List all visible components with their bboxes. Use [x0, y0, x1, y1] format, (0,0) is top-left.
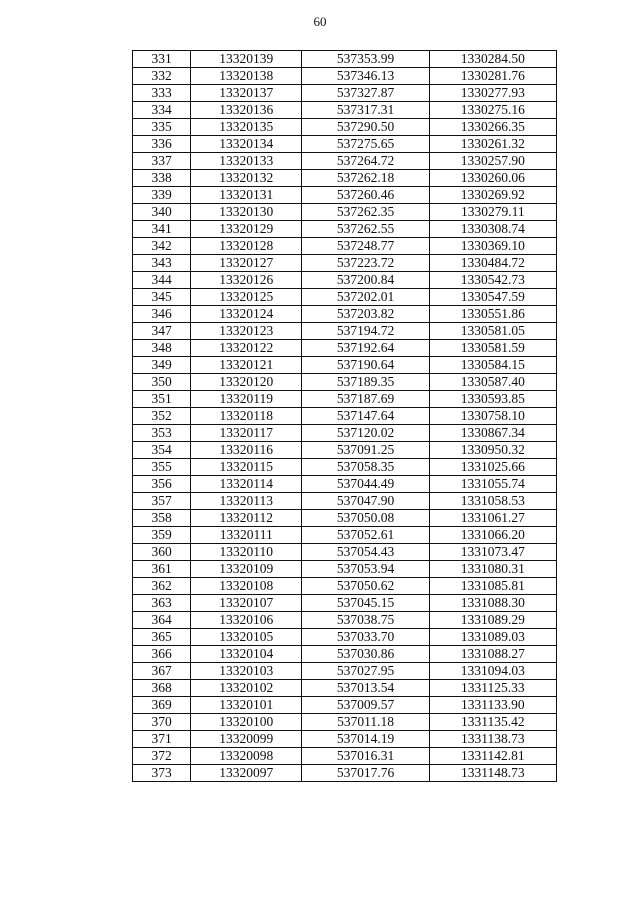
table-row	[133, 153, 557, 170]
table-row	[133, 85, 557, 102]
point-number-cell: 369	[133, 697, 191, 714]
table-row	[133, 442, 557, 459]
table-row	[133, 629, 557, 646]
y-coordinate-cell: 1330484.72	[429, 255, 556, 272]
x-coordinate-cell: 537223.72	[302, 255, 429, 272]
y-coordinate-cell: 1330542.73	[429, 272, 556, 289]
y-coordinate-cell: 1330369.10	[429, 238, 556, 255]
y-coordinate-cell: 1331025.66	[429, 459, 556, 476]
point-id-cell: 13320138	[191, 68, 302, 85]
y-coordinate-cell: 1330758.10	[429, 408, 556, 425]
point-number-cell: 353	[133, 425, 191, 442]
x-coordinate-cell: 537045.15	[302, 595, 429, 612]
point-number-cell: 344	[133, 272, 191, 289]
x-coordinate-cell: 537050.08	[302, 510, 429, 527]
table-row	[133, 544, 557, 561]
point-id-cell: 13320112	[191, 510, 302, 527]
y-coordinate-cell: 1331085.81	[429, 578, 556, 595]
point-id-cell: 13320099	[191, 731, 302, 748]
table-row	[133, 408, 557, 425]
x-coordinate-cell: 537011.18	[302, 714, 429, 731]
point-id-cell: 13320115	[191, 459, 302, 476]
table-row	[133, 595, 557, 612]
point-number-cell: 367	[133, 663, 191, 680]
y-coordinate-cell: 1330284.50	[429, 51, 556, 68]
x-coordinate-cell: 537009.57	[302, 697, 429, 714]
point-id-cell: 13320106	[191, 612, 302, 629]
table-row	[133, 374, 557, 391]
point-id-cell: 13320124	[191, 306, 302, 323]
point-id-cell: 13320114	[191, 476, 302, 493]
y-coordinate-cell: 1330581.05	[429, 323, 556, 340]
point-number-cell: 362	[133, 578, 191, 595]
y-coordinate-cell: 1331089.29	[429, 612, 556, 629]
point-id-cell: 13320117	[191, 425, 302, 442]
x-coordinate-cell: 537202.01	[302, 289, 429, 306]
x-coordinate-cell: 537353.99	[302, 51, 429, 68]
x-coordinate-cell: 537016.31	[302, 748, 429, 765]
y-coordinate-cell: 1331088.30	[429, 595, 556, 612]
point-number-cell: 370	[133, 714, 191, 731]
x-coordinate-cell: 537047.90	[302, 493, 429, 510]
point-number-cell: 372	[133, 748, 191, 765]
table-row	[133, 425, 557, 442]
x-coordinate-cell: 537091.25	[302, 442, 429, 459]
point-id-cell: 13320136	[191, 102, 302, 119]
x-coordinate-cell: 537260.46	[302, 187, 429, 204]
coordinates-table	[132, 50, 557, 782]
point-id-cell: 13320126	[191, 272, 302, 289]
table-row	[133, 68, 557, 85]
point-id-cell: 13320116	[191, 442, 302, 459]
point-number-cell: 333	[133, 85, 191, 102]
y-coordinate-cell: 1331135.42	[429, 714, 556, 731]
point-id-cell: 13320135	[191, 119, 302, 136]
x-coordinate-cell: 537275.65	[302, 136, 429, 153]
x-coordinate-cell: 537120.02	[302, 425, 429, 442]
table-row	[133, 663, 557, 680]
table-row	[133, 765, 557, 782]
y-coordinate-cell: 1330261.32	[429, 136, 556, 153]
point-number-cell: 334	[133, 102, 191, 119]
y-coordinate-cell: 1330266.35	[429, 119, 556, 136]
x-coordinate-cell: 537290.50	[302, 119, 429, 136]
x-coordinate-cell: 537346.13	[302, 68, 429, 85]
table-row	[133, 357, 557, 374]
point-number-cell: 339	[133, 187, 191, 204]
x-coordinate-cell: 537058.35	[302, 459, 429, 476]
y-coordinate-cell: 1331089.03	[429, 629, 556, 646]
table-row	[133, 459, 557, 476]
point-id-cell: 13320122	[191, 340, 302, 357]
point-id-cell: 13320133	[191, 153, 302, 170]
point-id-cell: 13320134	[191, 136, 302, 153]
point-number-cell: 364	[133, 612, 191, 629]
point-id-cell: 13320118	[191, 408, 302, 425]
table-row	[133, 646, 557, 663]
y-coordinate-cell: 1331055.74	[429, 476, 556, 493]
point-number-cell: 342	[133, 238, 191, 255]
table-row	[133, 493, 557, 510]
x-coordinate-cell: 537017.76	[302, 765, 429, 782]
table-row	[133, 476, 557, 493]
point-number-cell: 373	[133, 765, 191, 782]
x-coordinate-cell: 537033.70	[302, 629, 429, 646]
y-coordinate-cell: 1330257.90	[429, 153, 556, 170]
x-coordinate-cell: 537187.69	[302, 391, 429, 408]
point-id-cell: 13320111	[191, 527, 302, 544]
y-coordinate-cell: 1331138.73	[429, 731, 556, 748]
point-id-cell: 13320127	[191, 255, 302, 272]
y-coordinate-cell: 1330587.40	[429, 374, 556, 391]
point-number-cell: 358	[133, 510, 191, 527]
x-coordinate-cell: 537027.95	[302, 663, 429, 680]
x-coordinate-cell: 537052.61	[302, 527, 429, 544]
point-id-cell: 13320110	[191, 544, 302, 561]
point-id-cell: 13320113	[191, 493, 302, 510]
x-coordinate-cell: 537013.54	[302, 680, 429, 697]
x-coordinate-cell: 537030.86	[302, 646, 429, 663]
table-row	[133, 102, 557, 119]
x-coordinate-cell: 537262.35	[302, 204, 429, 221]
table-row	[133, 697, 557, 714]
point-number-cell: 359	[133, 527, 191, 544]
table-row	[133, 391, 557, 408]
table-row	[133, 170, 557, 187]
point-number-cell: 340	[133, 204, 191, 221]
x-coordinate-cell: 537262.18	[302, 170, 429, 187]
point-id-cell: 13320103	[191, 663, 302, 680]
point-number-cell: 371	[133, 731, 191, 748]
x-coordinate-cell: 537262.55	[302, 221, 429, 238]
point-number-cell: 351	[133, 391, 191, 408]
y-coordinate-cell: 1330581.59	[429, 340, 556, 357]
point-id-cell: 13320102	[191, 680, 302, 697]
point-number-cell: 336	[133, 136, 191, 153]
point-id-cell: 13320109	[191, 561, 302, 578]
table-row	[133, 306, 557, 323]
point-id-cell: 13320131	[191, 187, 302, 204]
y-coordinate-cell: 1330281.76	[429, 68, 556, 85]
table-row	[133, 578, 557, 595]
point-number-cell: 356	[133, 476, 191, 493]
x-coordinate-cell: 537192.64	[302, 340, 429, 357]
y-coordinate-cell: 1330277.93	[429, 85, 556, 102]
point-id-cell: 13320100	[191, 714, 302, 731]
point-number-cell: 335	[133, 119, 191, 136]
point-id-cell: 13320137	[191, 85, 302, 102]
table-row	[133, 680, 557, 697]
point-id-cell: 13320128	[191, 238, 302, 255]
y-coordinate-cell: 1331080.31	[429, 561, 556, 578]
x-coordinate-cell: 537203.82	[302, 306, 429, 323]
table-row	[133, 187, 557, 204]
table-row	[133, 561, 557, 578]
x-coordinate-cell: 537053.94	[302, 561, 429, 578]
point-number-cell: 346	[133, 306, 191, 323]
point-id-cell: 13320132	[191, 170, 302, 187]
y-coordinate-cell: 1331148.73	[429, 765, 556, 782]
y-coordinate-cell: 1330308.74	[429, 221, 556, 238]
table-row	[133, 238, 557, 255]
table-row	[133, 221, 557, 238]
x-coordinate-cell: 537044.49	[302, 476, 429, 493]
x-coordinate-cell: 537194.72	[302, 323, 429, 340]
point-id-cell: 13320107	[191, 595, 302, 612]
y-coordinate-cell: 1331066.20	[429, 527, 556, 544]
x-coordinate-cell: 537038.75	[302, 612, 429, 629]
x-coordinate-cell: 537050.62	[302, 578, 429, 595]
y-coordinate-cell: 1330584.15	[429, 357, 556, 374]
table-row	[133, 289, 557, 306]
table-row	[133, 731, 557, 748]
y-coordinate-cell: 1330547.59	[429, 289, 556, 306]
point-id-cell: 13320129	[191, 221, 302, 238]
point-id-cell: 13320104	[191, 646, 302, 663]
point-number-cell: 348	[133, 340, 191, 357]
point-number-cell: 338	[133, 170, 191, 187]
point-id-cell: 13320125	[191, 289, 302, 306]
point-number-cell: 366	[133, 646, 191, 663]
point-number-cell: 361	[133, 561, 191, 578]
x-coordinate-cell: 537200.84	[302, 272, 429, 289]
x-coordinate-cell: 537264.72	[302, 153, 429, 170]
point-number-cell: 365	[133, 629, 191, 646]
point-number-cell: 368	[133, 680, 191, 697]
point-id-cell: 13320130	[191, 204, 302, 221]
x-coordinate-cell: 537014.19	[302, 731, 429, 748]
y-coordinate-cell: 1330260.06	[429, 170, 556, 187]
y-coordinate-cell: 1330593.85	[429, 391, 556, 408]
x-coordinate-cell: 537147.64	[302, 408, 429, 425]
y-coordinate-cell: 1331133.90	[429, 697, 556, 714]
point-number-cell: 349	[133, 357, 191, 374]
point-id-cell: 13320119	[191, 391, 302, 408]
table-row	[133, 748, 557, 765]
point-number-cell: 357	[133, 493, 191, 510]
table-row	[133, 510, 557, 527]
y-coordinate-cell: 1330867.34	[429, 425, 556, 442]
point-number-cell: 337	[133, 153, 191, 170]
table-row	[133, 255, 557, 272]
table-row	[133, 204, 557, 221]
x-coordinate-cell: 537248.77	[302, 238, 429, 255]
point-id-cell: 13320108	[191, 578, 302, 595]
x-coordinate-cell: 537190.64	[302, 357, 429, 374]
point-number-cell: 354	[133, 442, 191, 459]
x-coordinate-cell: 537317.31	[302, 102, 429, 119]
point-id-cell: 13320139	[191, 51, 302, 68]
table-row	[133, 272, 557, 289]
table-row	[133, 612, 557, 629]
coordinates-table-body	[133, 51, 557, 782]
point-number-cell: 343	[133, 255, 191, 272]
point-number-cell: 331	[133, 51, 191, 68]
y-coordinate-cell: 1330275.16	[429, 102, 556, 119]
y-coordinate-cell: 1331142.81	[429, 748, 556, 765]
point-number-cell: 347	[133, 323, 191, 340]
table-row	[133, 527, 557, 544]
table-row	[133, 119, 557, 136]
point-number-cell: 332	[133, 68, 191, 85]
table-row	[133, 340, 557, 357]
point-number-cell: 341	[133, 221, 191, 238]
point-number-cell: 360	[133, 544, 191, 561]
point-id-cell: 13320121	[191, 357, 302, 374]
table-row	[133, 323, 557, 340]
y-coordinate-cell: 1330269.92	[429, 187, 556, 204]
point-number-cell: 345	[133, 289, 191, 306]
point-id-cell: 13320097	[191, 765, 302, 782]
point-number-cell: 352	[133, 408, 191, 425]
point-id-cell: 13320123	[191, 323, 302, 340]
x-coordinate-cell: 537054.43	[302, 544, 429, 561]
y-coordinate-cell: 1330279.11	[429, 204, 556, 221]
point-id-cell: 13320120	[191, 374, 302, 391]
point-id-cell: 13320098	[191, 748, 302, 765]
table-row	[133, 136, 557, 153]
y-coordinate-cell: 1331073.47	[429, 544, 556, 561]
y-coordinate-cell: 1331088.27	[429, 646, 556, 663]
point-number-cell: 363	[133, 595, 191, 612]
y-coordinate-cell: 1330551.86	[429, 306, 556, 323]
table-row	[133, 714, 557, 731]
x-coordinate-cell: 537189.35	[302, 374, 429, 391]
y-coordinate-cell: 1331125.33	[429, 680, 556, 697]
point-number-cell: 355	[133, 459, 191, 476]
y-coordinate-cell: 1331094.03	[429, 663, 556, 680]
y-coordinate-cell: 1330950.32	[429, 442, 556, 459]
x-coordinate-cell: 537327.87	[302, 85, 429, 102]
point-number-cell: 350	[133, 374, 191, 391]
y-coordinate-cell: 1331058.53	[429, 493, 556, 510]
page-number: 60	[313, 14, 327, 29]
point-id-cell: 13320101	[191, 697, 302, 714]
y-coordinate-cell: 1331061.27	[429, 510, 556, 527]
table-row	[133, 51, 557, 68]
point-id-cell: 13320105	[191, 629, 302, 646]
